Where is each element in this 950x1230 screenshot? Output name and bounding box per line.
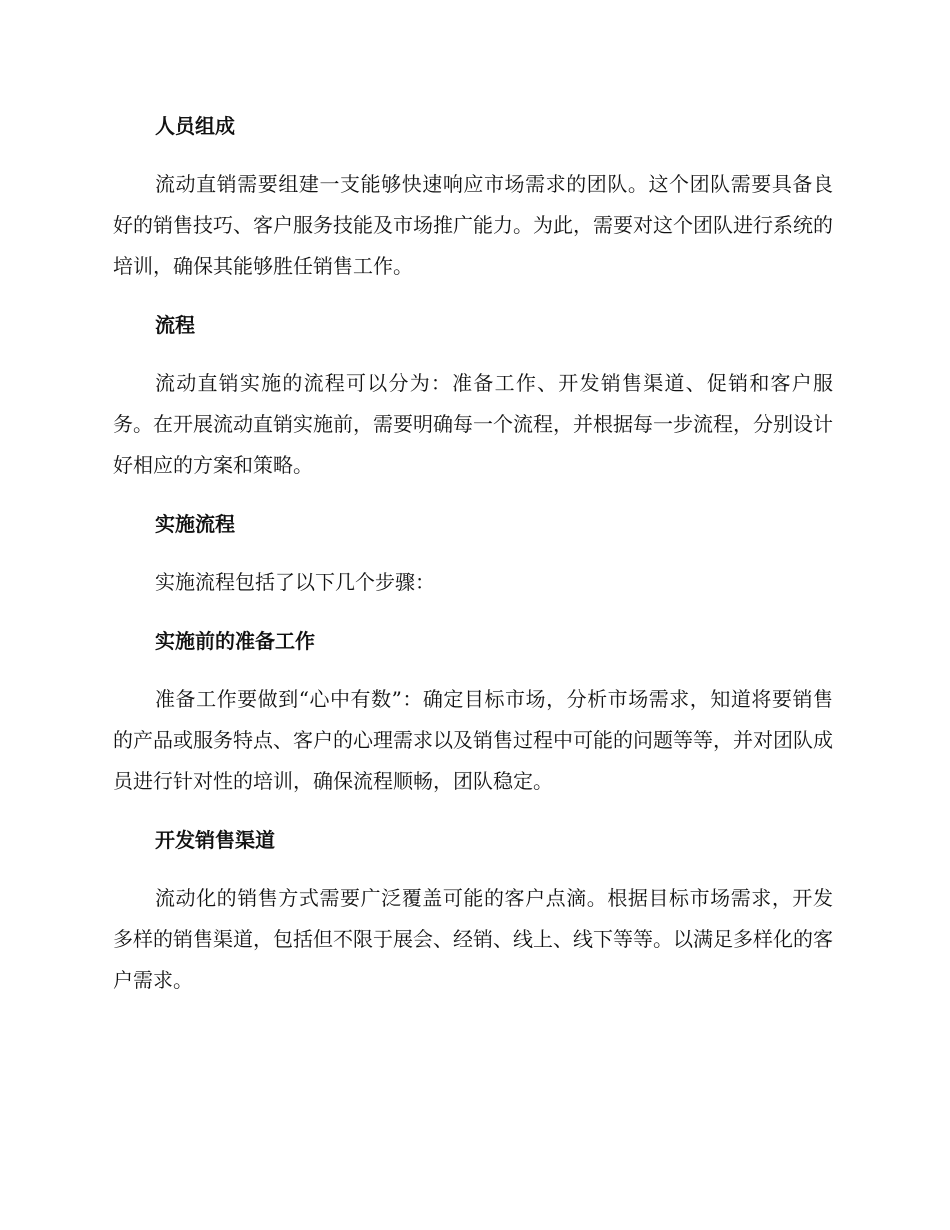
section-paragraph-channels: 流动化的销售方式需要广泛覆盖可能的客户点滴。根据目标市场需求，开发多样的销售渠道，包括但不限于展会、经销、线上、线下等等。以满足多样化的客户需求。 bbox=[113, 886, 833, 992]
section-heading-preparation: 实施前的准备工作 bbox=[155, 629, 315, 653]
section-paragraph-process: 流动直销实施的流程可以分为：准备工作、开发销售渠道、促销和客户服务。在开展流动直销实施前，需要明确每一个流程，并根据每一步流程，分别设计好相应的方案和策略。 bbox=[113, 371, 833, 477]
section-paragraph-preparation: 准备工作要做到“心中有数”：确定目标市场，分析市场需求，知道将要销售的产品或服务特点、客户的心理需求以及销售过程中可能的问题等等，并对团队成员进行针对性的培训，确保流程顺畅，团队稳定。 bbox=[113, 687, 833, 793]
section-paragraph-personnel: 流动直销需要组建一支能够快速响应市场需求的团队。这个团队需要具备良好的销售技巧、客户服务技能及市场推广能力。为此，需要对这个团队进行系统的培训，确保其能够胜任销售工作。 bbox=[113, 172, 833, 278]
section-heading-process: 流程 bbox=[155, 313, 195, 337]
document-body bbox=[113, 110, 833, 1001]
section-paragraph-implementation: 实施流程包括了以下几个步骤： bbox=[155, 570, 435, 594]
section-heading-implementation: 实施流程 bbox=[155, 512, 235, 536]
section-heading-personnel: 人员组成 bbox=[155, 114, 235, 138]
section-heading-channels: 开发销售渠道 bbox=[155, 828, 275, 852]
